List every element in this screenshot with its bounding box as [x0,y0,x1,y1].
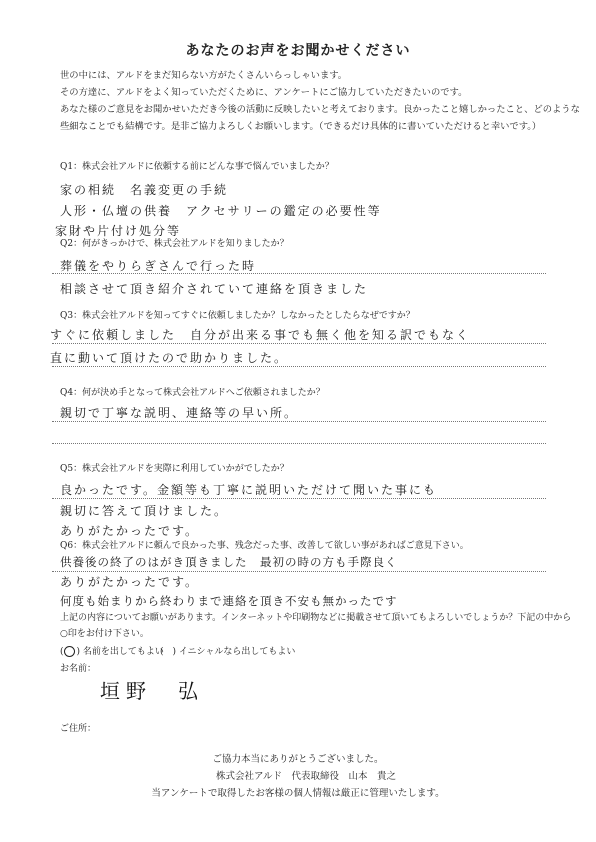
answer-line [52,343,546,344]
answer-line [52,366,546,367]
answer-line [52,571,546,572]
answer-2-line-1: 葬儀をやりらぎさんで行った時 [60,259,257,273]
question-1: Q1：株式会社アルドに依頼する前にどんな事で悩んでいましたか？ [60,162,334,172]
page-title: あなたのお声をお聞かせください [185,43,411,59]
answer-6-line-2: ありがたかったです。 [60,575,200,589]
thanks-text: ご協力本当にありがとうございました。 [212,754,384,765]
answer-3-line-2: 直に動いて頂けたので助かりました。 [50,351,289,365]
question-5: Q5：株式会社アルドを実際に利用していかがでしたか？ [60,464,289,474]
answer-6-line-3: 何度も始まりから終わりまで連絡を頂き不安も無かったです [60,594,398,608]
intro-line-3: あなた様のご意見をお聞かせいただき今後の活動に反映したいと考えております。良かったこと嬉しかったこと、どのような [60,104,580,115]
answer-1-line-1: 家の相続 名義変更の手続 [60,183,229,197]
intro-line-1: 世の中には、アルドをまだ知らない方がたくさんいらっしゃいます。 [60,70,348,81]
privacy-text: 当アンケートで取得したお客様の個人情報は厳正に管理いたします。 [151,788,445,799]
answer-5-line-3: ありがたかったです。 [60,524,200,538]
answer-6-line-1: 供養後の終了のはがき頂きました 最初の時の方も手際良く [60,555,398,569]
selected-circle-icon [64,646,75,657]
consent-text-1: 上記の内容についてお願いがあります。インターネットや印刷物などに掲載させて頂いてもよろしいでしょうか？下記の中から [60,613,572,623]
option-initial-ok[interactable]: ( ) イニシャルなら出してもよい [160,647,296,657]
answer-2-line-2: 相談させて頂き紹介されていて連絡を頂きました [60,282,369,296]
option-name-ok-label: 名前を出してもよい [82,647,164,657]
answer-line [52,421,546,422]
answer-1-line-2: 人形・仏壇の供養 アクセサリーの鑑定の必要性等 [60,204,382,218]
answer-line [52,273,546,274]
question-2: Q2：何がきっかけで、株式会社アルドを知りましたか？ [60,239,289,249]
answer-3-line-1: すぐに依頼しました 自分が出来る事でも無く他を知る訳でもなく [50,328,471,342]
option-initial-ok-label: イニシャルなら出してもよい [178,647,296,657]
intro-line-2: その方達に、アルドをよく知っていただくために、アンケートにご協力していただきたいのです。 [60,87,468,98]
consent-text-2: ○印をお付け下さい。 [60,629,149,639]
answer-line [52,498,546,499]
intro-line-4: 些細なことでも結構です。是非ご協力よろしくお願いします。（できるだけ具体的に書いていただけると幸いです。） [60,121,542,132]
company-text: 株式会社アルド 代表取締役 山本 貴之 [215,771,397,782]
question-3: Q3：株式会社アルドを知ってすぐに依頼しましたか？しなかったとしたらなぜですか？ [60,311,415,321]
answer-5-line-2: 親切に答えて頂けました。 [60,504,229,518]
option-name-ok[interactable]: ( ) 名前を出してもよい [60,647,164,657]
address-label: ご住所： [60,724,97,734]
answer-4-line-1: 親切で丁寧な説明、連絡等の早い所。 [60,406,299,420]
question-6: Q6：株式会社アルドに頼んで良かった事、残念だった事、改善して欲しい事があればご意見下さい。 [60,541,469,551]
question-4: Q4：何が決め手となって株式会社アルドへご依頼されましたか？ [60,388,325,398]
answer-1-line-3: 家財や片付け処分等 [55,224,182,238]
customer-name: 垣野 弘 [100,679,204,703]
answer-5-line-1: 良かったです。金額等も丁寧に説明いただけて聞いた事にも [60,483,438,497]
name-label: お名前： [60,664,97,674]
answer-line [52,443,546,444]
